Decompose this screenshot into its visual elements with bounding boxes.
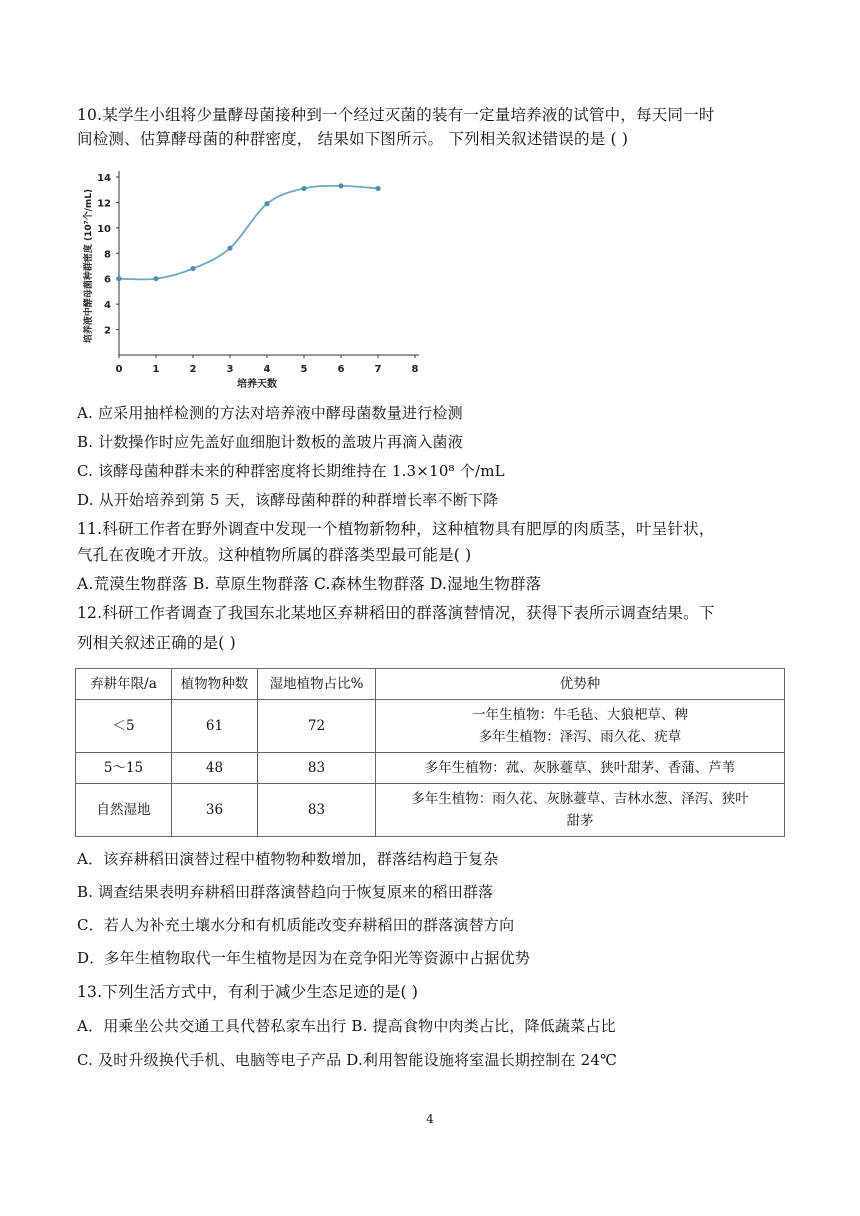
cell-dominant <box>376 700 785 753</box>
q12-stem-line1: 12.科研工作者调查了我国东北某地区弃耕稻田的群落演替情况，获得下表所示调查结果。下 <box>77 604 715 622</box>
table-header-row <box>76 669 785 700</box>
succession-survey-table <box>75 668 785 837</box>
q10-stem-line1: 10.某学生小组将少量酵母菌接种到一个经过灭菌的装有一定量培养液的试管中，每天同一时 <box>77 106 715 124</box>
x-axis-label: 培养天数 <box>237 379 277 390</box>
q10-option-d: D. 从开始培养到第 5 天，该酵母菌种群的种群增长率不断下降 <box>77 491 499 509</box>
y-tick-label: 12 <box>97 198 111 210</box>
x-tick-label: 5 <box>300 364 308 375</box>
cell-species: 61 <box>172 700 258 753</box>
q10-option-a: A. 应采用抽样检测的方法对培养液中酵母菌数量进行检测 <box>77 404 463 422</box>
x-tick-label: 3 <box>226 364 234 375</box>
dominant-line: 多年生植物：菰、灰脉薹草、狭叶甜茅、香蒲、芦苇 <box>424 760 736 776</box>
data-point <box>116 276 121 281</box>
table-row <box>76 753 785 784</box>
y-tick-label: 4 <box>104 300 111 312</box>
table-row <box>76 700 785 753</box>
dominant-line: 多年生植物：雨久花、灰脉薹草、吉林水葱、泽泻、狭叶 <box>411 791 749 807</box>
q13-options-line1: A．用乘坐公共交通工具代替私家车出行 B. 提高食物中肉类占比，降低蔬菜占比 <box>77 1017 616 1035</box>
y-tick-label: 6 <box>104 274 111 286</box>
q10-stem-line2: 间检测、估算酵母菌的种群密度， 结果如下图所示。 下列相关叙述错误的是 ( ) <box>77 130 629 148</box>
header-wetland-ratio: 湿地植物占比% <box>258 669 376 700</box>
yeast-density-chart <box>77 168 427 390</box>
dominant-line: 多年生植物：泽泻、雨久花、疣草 <box>478 729 682 745</box>
dominant-line: 一年生植物：牛毛毡、大狼杷草、稗 <box>472 707 688 723</box>
x-tick-label: 1 <box>152 364 160 375</box>
x-tick-label: 4 <box>263 364 271 375</box>
x-tick-label: 6 <box>337 364 345 375</box>
q11-stem-line2: 气孔在夜晚才开放。这种植物所属的群落类型最可能是( ) <box>77 546 472 564</box>
cell-years: 5～15 <box>76 753 172 784</box>
cell-years: 自然湿地 <box>76 784 172 837</box>
y-tick-label: 2 <box>104 325 111 337</box>
x-tick-label: 0 <box>115 364 123 375</box>
cell-dominant <box>376 784 785 837</box>
header-dominant: 优势种 <box>376 669 785 700</box>
table-row <box>76 784 785 837</box>
cell-wet: 83 <box>258 753 376 784</box>
data-point <box>264 201 269 206</box>
cell-wet: 83 <box>258 784 376 837</box>
x-tick-label: 8 <box>411 364 419 375</box>
q12-option-a: A．该弃耕稻田演替过程中植物物种数增加，群落结构趋于复杂 <box>77 850 499 868</box>
cell-species: 48 <box>172 753 258 784</box>
q13-stem: 13.下列生活方式中，有利于减少生态足迹的是( ) <box>77 983 419 1001</box>
data-point <box>190 266 195 271</box>
data-point <box>153 276 158 281</box>
x-tick-label: 2 <box>189 364 197 375</box>
y-tick-label: 10 <box>97 223 111 235</box>
q12-option-b: B. 调查结果表明弃耕稻田群落演替趋向于恢复原来的稻田群落 <box>77 883 494 901</box>
page-number: 4 <box>426 1112 434 1126</box>
header-years: 弃耕年限/a <box>76 669 172 700</box>
q10-option-c: C. 该酵母菌种群未来的种群密度将长期维持在 1.3×10⁸ 个/mL <box>77 462 505 480</box>
q11-options: A.荒漠生物群落 B. 草原生物群落 C.森林生物群落 D.湿地生物群落 <box>77 575 542 593</box>
y-tick-label: 14 <box>97 173 111 184</box>
q11-stem-line1: 11.科研工作者在野外调查中发现一个植物新物种，这种植物具有肥厚的肉质茎，叶呈针状， <box>77 520 715 538</box>
density-curve <box>119 186 378 280</box>
q10-option-b: B. 计数操作时应先盖好血细胞计数板的盖玻片再滴入菌液 <box>77 433 463 451</box>
yeast-density-chart-svg <box>77 168 427 390</box>
cell-species: 36 <box>172 784 258 837</box>
header-species-count: 植物物种数 <box>172 669 258 700</box>
cell-wet: 72 <box>258 700 376 753</box>
y-axis-label: 培养液中酵母菌种群密度 (10⁷个/mL) <box>84 188 94 344</box>
q12-option-d: D．多年生植物取代一年生植物是因为在竞争阳光等资源中占据优势 <box>77 949 531 967</box>
data-point <box>338 183 343 188</box>
cell-dominant <box>376 753 785 784</box>
dominant-line: 甜茅 <box>566 813 594 829</box>
q12-option-c: C．若人为补充土壤水分和有机质能改变弃耕稻田的群落演替方向 <box>77 916 515 934</box>
data-point <box>301 186 306 191</box>
data-point <box>375 186 380 191</box>
cell-years: ＜5 <box>76 700 172 753</box>
q12-stem-line2: 列相关叙述正确的是( ) <box>77 634 236 652</box>
y-tick-label: 8 <box>104 249 111 261</box>
data-point <box>227 246 232 251</box>
q13-options-line2: C. 及时升级换代手机、电脑等电子产品 D.利用智能设施将室温长期控制在 24℃ <box>77 1051 618 1069</box>
x-tick-label: 7 <box>374 364 382 375</box>
